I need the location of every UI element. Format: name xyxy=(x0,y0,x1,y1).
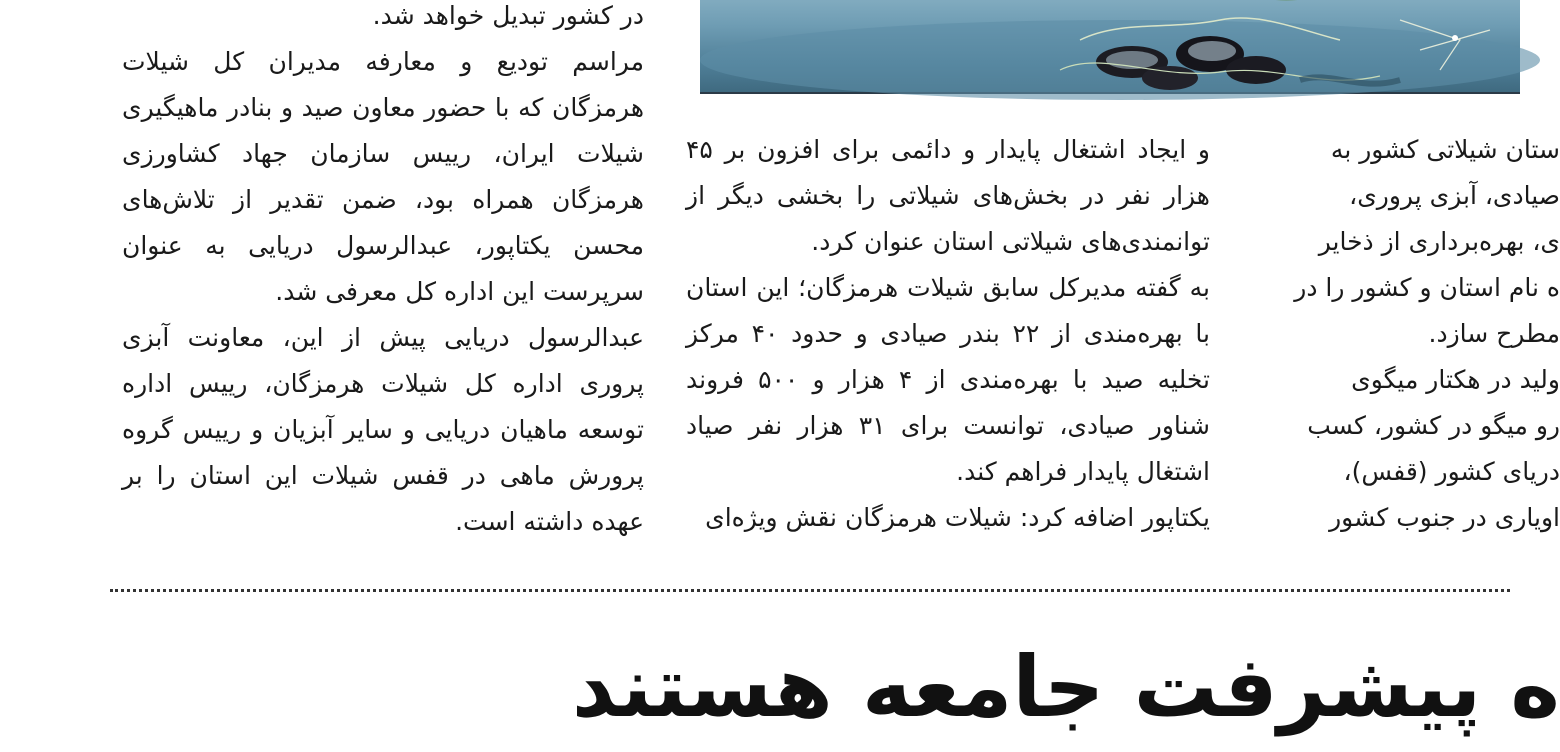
text-line: ستان شیلاتی کشور به xyxy=(1330,135,1560,164)
headline: ه پیشرفت جامعه هستند xyxy=(571,638,1560,736)
paragraph: عبدالرسول دریایی پیش از این، معاونت آبزی پروری اداره کل شیلات هرمزگان، رییس اداره توسعه ماهیان دریایی و سایر آبزیان و رییس گروه پرورش ماهی در قفس شیلات این استان را بر عهده داشته است. xyxy=(122,323,644,536)
text-line: صیادی، آبزی پروری، xyxy=(1349,181,1560,210)
paragraph: و ایجاد اشتغال پایدار و دائمی برای افزون بر ۴۵ هزار نفر در بخش‌های شیلاتی را بخشی دیگر از توانمندی‌های شیلاتی استان عنوان کرد. xyxy=(686,135,1210,256)
text-line: دریای کشور (قفس)، xyxy=(1343,457,1560,486)
text-line: ولید در هکتار میگوی xyxy=(1351,365,1560,394)
text-line: مطرح سازد. xyxy=(1428,319,1560,348)
text-line: ی، بهره‌برداری از ذخایر xyxy=(1318,227,1560,256)
text-line: اویاری در جنوب کشور xyxy=(1329,503,1560,532)
text-line: ه نام استان و کشور را در xyxy=(1294,273,1560,302)
article-photo xyxy=(700,0,1520,94)
section-divider xyxy=(110,589,1510,592)
fishing-traps-illustration xyxy=(700,0,1520,92)
middle-text-column xyxy=(686,127,1210,555)
text-line: رو میگو در کشور، کسب xyxy=(1307,411,1560,440)
paragraph: در کشور تبدیل خواهد شد. xyxy=(372,1,644,30)
paragraph: مراسم تودیع و معارفه مدیران کل شیلات هرمزگان که با حضور معاون صید و بنادر ماهیگیری شیلات ایران، رییس سازمان جهاد کشاورزی هرمزگان همراه بود، ضمن تقدیر از تلاش‌های محسن یکتاپور، عبدالرسول دریایی به عنوان سرپرست این اداره کل معرفی شد. xyxy=(122,47,644,306)
paragraph: به گفته مدیرکل سابق شیلات هرمزگان؛ این استان با بهره‌مندی از ۲۲ بندر صیادی و حدود ۴۰ مرکز تخلیه صید با بهره‌مندی از ۴ هزار و ۵۰۰ فروند شناور صیادی، توانست برای ۳۱ هزار نفر صیاد اشتغال پایدار فراهم کند. xyxy=(686,273,1211,486)
paragraph: یکتاپور اضافه کرد: شیلات هرمزگان نقش ویژه‌ای xyxy=(705,503,1210,532)
right-text-column xyxy=(1250,127,1560,555)
left-text-column xyxy=(122,0,644,555)
